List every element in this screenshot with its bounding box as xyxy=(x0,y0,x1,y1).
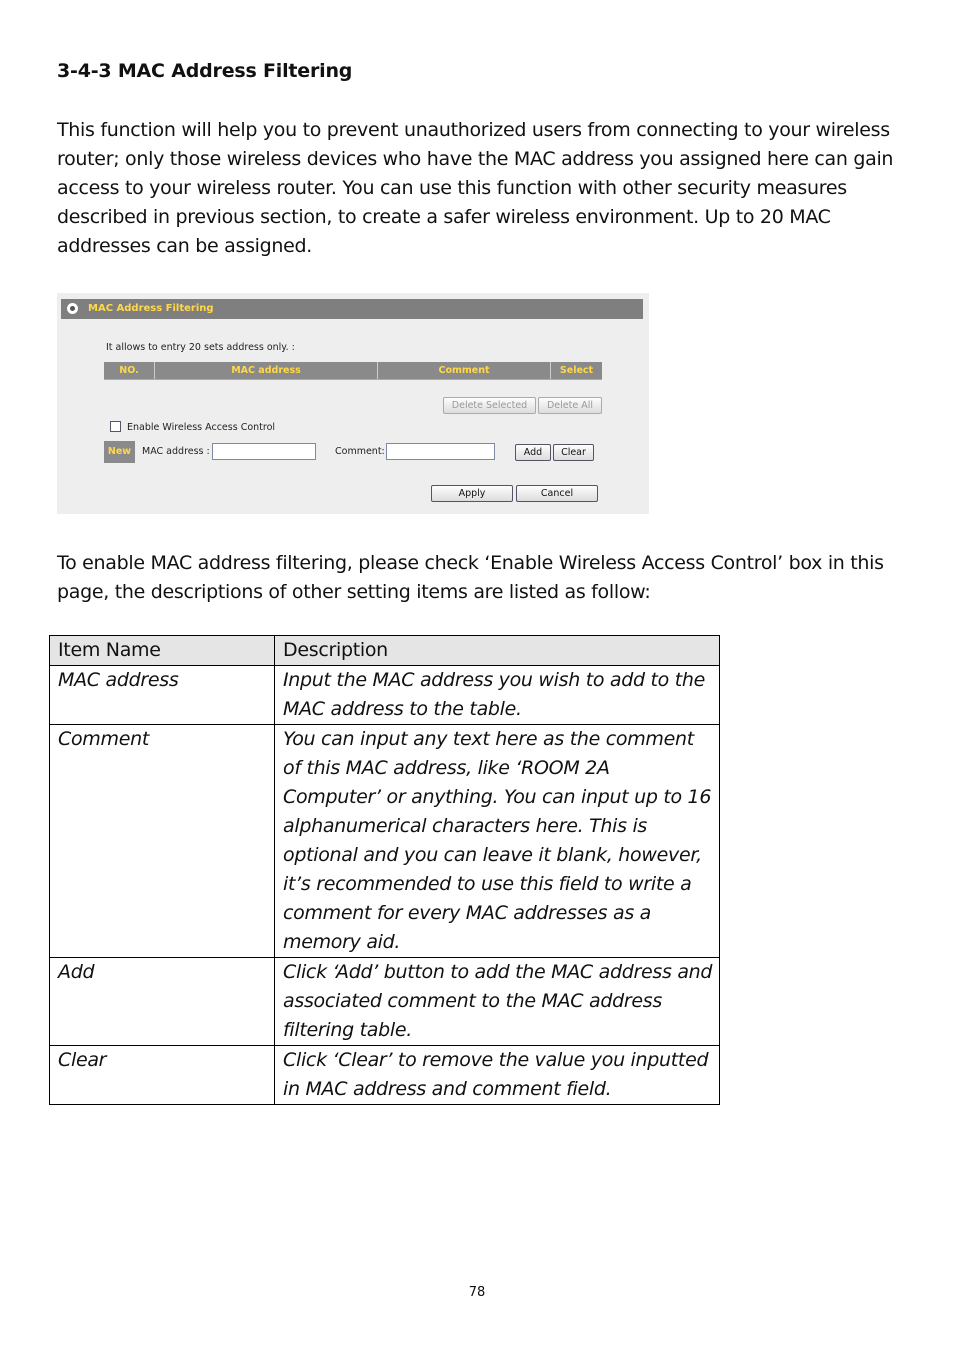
column-header-no: NO. xyxy=(104,362,155,379)
item-description: You can input any text here as the comment of this MAC address, like ‘ROOM 2A Computer’ or anything. You can input up to 16 alphanumerical characters here. This is optional and you can leave it blank, however, it’s recommended to use this field to write a comment for every MAC addresses as a memory aid. xyxy=(275,725,720,958)
panel-title-bar xyxy=(61,299,643,319)
limit-note: It allows to entry 20 sets address only. : xyxy=(106,342,295,353)
delete-selected-button[interactable]: Delete Selected xyxy=(443,397,536,414)
enable-access-control-checkbox[interactable] xyxy=(110,421,121,432)
clear-button[interactable]: Clear xyxy=(553,444,594,461)
item-description: Input the MAC address you wish to add to the MAC address to the table. xyxy=(275,666,720,725)
table-divider xyxy=(104,379,602,380)
item-description: Click ‘Add’ button to add the MAC address and associated comment to the MAC address filtering table. xyxy=(275,958,720,1046)
item-name: Add xyxy=(50,958,275,1046)
instructions-paragraph: To enable MAC address filtering, please check ‘Enable Wireless Access Control’ box in this page, the descriptions of other setting items are listed as follow: xyxy=(57,552,884,603)
bullet-icon xyxy=(67,303,78,314)
page-number: 78 xyxy=(468,1285,486,1300)
header-description: Description xyxy=(275,636,720,666)
intro-paragraph: This function will help you to prevent unauthorized users from connecting to your wireless router; only those wireless devices who have the MAC address you assigned here can gain access to your wireless router. You can use this function with other security measures described in previous section, to create a safer wireless environment. Up to 20 MAC addresses can be assigned. xyxy=(57,119,894,257)
item-description: Click ‘Clear’ to remove the value you inputted in MAC address and comment field. xyxy=(275,1046,720,1105)
mac-address-label: MAC address : xyxy=(142,446,210,457)
item-name: Comment xyxy=(50,725,275,958)
item-name: MAC address xyxy=(50,666,275,725)
item-name: Clear xyxy=(50,1046,275,1105)
mac-filter-screenshot xyxy=(57,293,649,514)
header-item-name: Item Name xyxy=(50,636,275,666)
panel-title: MAC Address Filtering xyxy=(88,303,214,314)
column-header-mac: MAC address xyxy=(155,362,378,379)
section-heading: 3-4-3 MAC Address Filtering xyxy=(57,60,353,82)
table-row xyxy=(50,666,720,725)
column-header-comment: Comment xyxy=(378,362,551,379)
mac-address-input[interactable] xyxy=(212,443,316,460)
table-header-row xyxy=(50,636,720,666)
table-row xyxy=(50,1046,720,1105)
new-badge: New xyxy=(104,441,135,463)
comment-input[interactable] xyxy=(386,443,495,460)
delete-all-button[interactable]: Delete All xyxy=(538,397,602,414)
apply-button[interactable]: Apply xyxy=(431,485,513,502)
add-button[interactable]: Add xyxy=(515,444,551,461)
enable-access-control-label: Enable Wireless Access Control xyxy=(127,422,276,433)
column-header-select: Select xyxy=(551,362,602,379)
cancel-button[interactable]: Cancel xyxy=(516,485,598,502)
comment-label: Comment: xyxy=(335,446,385,457)
table-row xyxy=(50,958,720,1046)
settings-description-table xyxy=(49,635,720,1105)
table-row xyxy=(50,725,720,958)
